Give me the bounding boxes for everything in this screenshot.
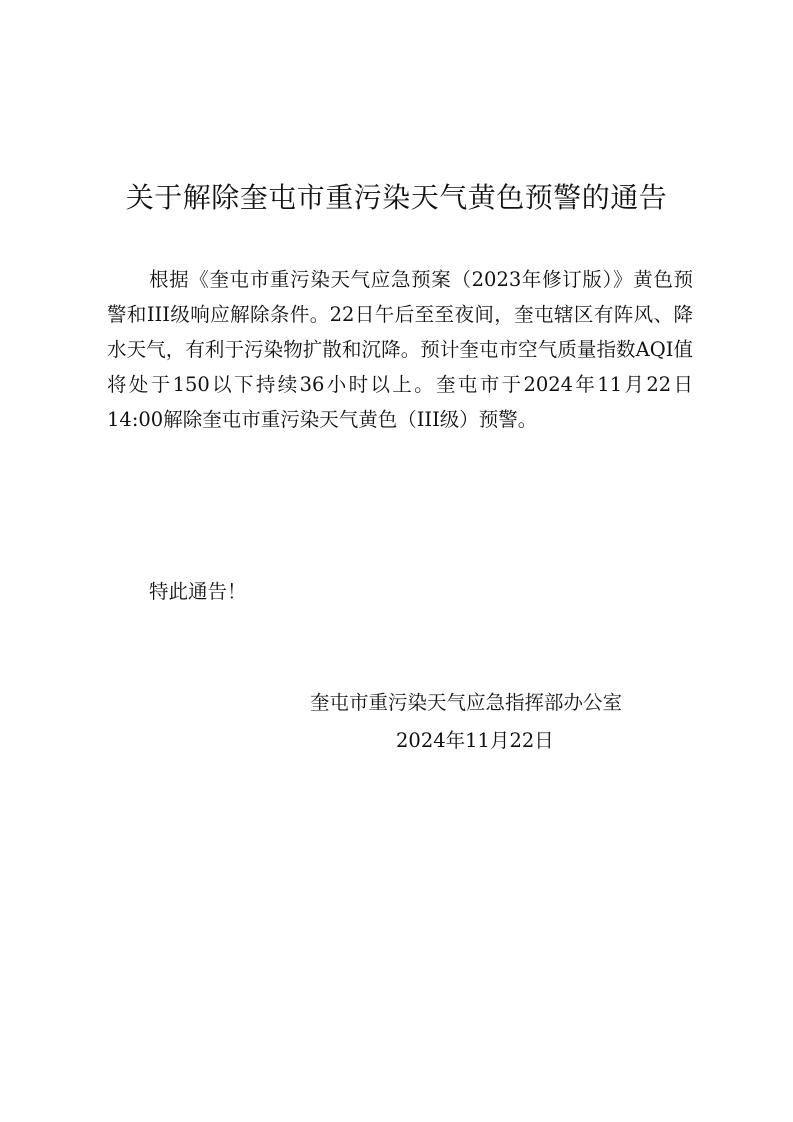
notice-body-paragraph: 根据《奎屯市重污染天气应急预案（2023年修订版）》黄色预警和III级响应解除条件。22日午后至至夜间，奎屯辖区有阵风、降水天气，有利于污染物扩散和沉降。预计奎屯市空气质量指数AQI值将处于150以下持续36小时以上。奎屯市于2024年11月22日14:00解除奎屯市重污染天气黄色（III级）预警。 [107,268,693,431]
document-title: 关于解除奎屯市重污染天气黄色预警的通告 [125,181,668,214]
issue-date: 2024年11月22日 [396,729,554,752]
closing-line: 特此通告！ [149,580,247,603]
signature-block [310,685,660,758]
issuing-organization: 奎屯市重污染天气应急指挥部办公室 [310,691,623,714]
